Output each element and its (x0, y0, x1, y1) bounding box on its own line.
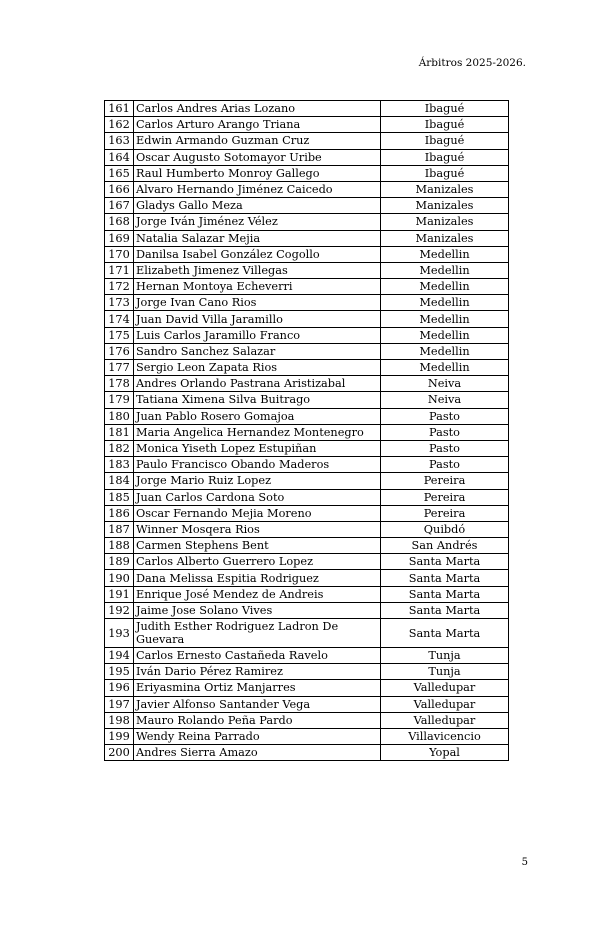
referees-table-body (105, 101, 509, 761)
referee-name: Gladys Gallo Meza (134, 198, 381, 214)
table-row (105, 602, 509, 618)
referee-name: Andres Sierra Amazo (134, 745, 381, 761)
referee-city: Ibagué (381, 101, 509, 117)
referee-city: Medellin (381, 246, 509, 262)
referee-name: Carlos Ernesto Castañeda Ravelo (134, 648, 381, 664)
row-number: 196 (105, 680, 134, 696)
row-number: 179 (105, 392, 134, 408)
table-row (105, 181, 509, 197)
table-row (105, 728, 509, 744)
row-number: 178 (105, 376, 134, 392)
row-number: 165 (105, 165, 134, 181)
referee-city: Quibdó (381, 521, 509, 537)
row-number: 164 (105, 149, 134, 165)
row-number: 194 (105, 648, 134, 664)
table-row (105, 392, 509, 408)
referee-name: Paulo Francisco Obando Maderos (134, 457, 381, 473)
row-number: 192 (105, 602, 134, 618)
row-number: 183 (105, 457, 134, 473)
referee-city: Ibagué (381, 133, 509, 149)
table-row (105, 586, 509, 602)
row-number: 171 (105, 262, 134, 278)
page-number: 5 (521, 857, 528, 868)
row-number: 199 (105, 728, 134, 744)
table-row (105, 279, 509, 295)
row-number: 181 (105, 424, 134, 440)
referee-city: Santa Marta (381, 619, 509, 648)
referee-city: Santa Marta (381, 586, 509, 602)
referee-city: Medellin (381, 311, 509, 327)
referee-city: Medellin (381, 262, 509, 278)
referee-city: Medellin (381, 327, 509, 343)
row-number: 200 (105, 745, 134, 761)
referee-city: Pereira (381, 489, 509, 505)
table-row (105, 101, 509, 117)
referee-name: Oscar Augusto Sotomayor Uribe (134, 149, 381, 165)
referee-name: Dana Melissa Espitia Rodriguez (134, 570, 381, 586)
referee-name: Carlos Andres Arias Lozano (134, 101, 381, 117)
row-number: 168 (105, 214, 134, 230)
referee-name: Iván Dario Pérez Ramirez (134, 664, 381, 680)
row-number: 170 (105, 246, 134, 262)
row-number: 193 (105, 619, 134, 648)
referee-name: Wendy Reina Parrado (134, 728, 381, 744)
row-number: 167 (105, 198, 134, 214)
referee-city: Manizales (381, 181, 509, 197)
table-row (105, 246, 509, 262)
referee-city: Santa Marta (381, 602, 509, 618)
referee-city: Manizales (381, 214, 509, 230)
row-number: 180 (105, 408, 134, 424)
referee-city: Santa Marta (381, 554, 509, 570)
referee-city: San Andrés (381, 538, 509, 554)
referee-city: Manizales (381, 230, 509, 246)
referee-name: Eriyasmina Ortiz Manjarres (134, 680, 381, 696)
table-row (105, 664, 509, 680)
row-number: 174 (105, 311, 134, 327)
referee-city: Santa Marta (381, 570, 509, 586)
row-number: 185 (105, 489, 134, 505)
row-number: 187 (105, 521, 134, 537)
referee-name: Monica Yiseth Lopez Estupiñan (134, 440, 381, 456)
referees-table (104, 100, 509, 761)
referee-city: Pasto (381, 408, 509, 424)
table-row (105, 505, 509, 521)
table-row (105, 712, 509, 728)
table-row (105, 408, 509, 424)
referee-name: Sergio Leon Zapata Rios (134, 360, 381, 376)
table-row (105, 295, 509, 311)
referee-city: Pereira (381, 473, 509, 489)
referee-city: Valledupar (381, 712, 509, 728)
referee-city: Valledupar (381, 696, 509, 712)
referee-city: Tunja (381, 648, 509, 664)
row-number: 198 (105, 712, 134, 728)
table-row (105, 521, 509, 537)
referee-name: Enrique José Mendez de Andreis (134, 586, 381, 602)
row-number: 161 (105, 101, 134, 117)
row-number: 166 (105, 181, 134, 197)
row-number: 173 (105, 295, 134, 311)
table-row (105, 214, 509, 230)
table-row (105, 327, 509, 343)
referee-name: Juan David Villa Jaramillo (134, 311, 381, 327)
referee-name: Mauro Rolando Peña Pardo (134, 712, 381, 728)
referee-name: Tatiana Ximena Silva Buitrago (134, 392, 381, 408)
row-number: 189 (105, 554, 134, 570)
table-row (105, 165, 509, 181)
referee-name: Jorge Iván Jiménez Vélez (134, 214, 381, 230)
row-number: 182 (105, 440, 134, 456)
referee-city: Ibagué (381, 165, 509, 181)
row-number: 177 (105, 360, 134, 376)
referee-name: Carlos Arturo Arango Triana (134, 117, 381, 133)
row-number: 162 (105, 117, 134, 133)
row-number: 188 (105, 538, 134, 554)
table-row (105, 440, 509, 456)
table-row (105, 696, 509, 712)
referee-name: Juan Pablo Rosero Gomajoa (134, 408, 381, 424)
row-number: 184 (105, 473, 134, 489)
referee-name: Carmen Stephens Bent (134, 538, 381, 554)
referee-name: Natalia Salazar Mejia (134, 230, 381, 246)
referee-name: Winner Mosqera Rios (134, 521, 381, 537)
table-row (105, 424, 509, 440)
table-row (105, 554, 509, 570)
table-row (105, 360, 509, 376)
referee-city: Medellin (381, 279, 509, 295)
referee-city: Pasto (381, 424, 509, 440)
table-row (105, 570, 509, 586)
referee-name: Elizabeth Jimenez Villegas (134, 262, 381, 278)
referee-name: Edwin Armando Guzman Cruz (134, 133, 381, 149)
row-number: 172 (105, 279, 134, 295)
row-number: 169 (105, 230, 134, 246)
table-row (105, 538, 509, 554)
referee-city: Ibagué (381, 149, 509, 165)
referee-city: Ibagué (381, 117, 509, 133)
referee-city: Neiva (381, 392, 509, 408)
table-row (105, 198, 509, 214)
table-row (105, 262, 509, 278)
referee-name: Sandro Sanchez Salazar (134, 343, 381, 359)
referee-name: Jaime Jose Solano Vives (134, 602, 381, 618)
table-row (105, 619, 509, 648)
table-row (105, 648, 509, 664)
table-row (105, 745, 509, 761)
referee-name: Jorge Ivan Cano Rios (134, 295, 381, 311)
referee-name: Maria Angelica Hernandez Montenegro (134, 424, 381, 440)
referee-city: Pereira (381, 505, 509, 521)
referee-city: Pasto (381, 457, 509, 473)
referee-city: Tunja (381, 664, 509, 680)
referee-name: Raul Humberto Monroy Gallego (134, 165, 381, 181)
table-row (105, 133, 509, 149)
referee-city: Medellin (381, 343, 509, 359)
referee-city: Villavicencio (381, 728, 509, 744)
table-row (105, 343, 509, 359)
row-number: 197 (105, 696, 134, 712)
table-row (105, 230, 509, 246)
row-number: 191 (105, 586, 134, 602)
table-row (105, 489, 509, 505)
table-row (105, 311, 509, 327)
table-row (105, 473, 509, 489)
referee-name: Hernan Montoya Echeverri (134, 279, 381, 295)
referee-name: Andres Orlando Pastrana Aristizabal (134, 376, 381, 392)
referee-city: Medellin (381, 295, 509, 311)
referee-name: Javier Alfonso Santander Vega (134, 696, 381, 712)
referee-city: Manizales (381, 198, 509, 214)
row-number: 175 (105, 327, 134, 343)
row-number: 195 (105, 664, 134, 680)
referee-name: Carlos Alberto Guerrero Lopez (134, 554, 381, 570)
referee-city: Medellin (381, 360, 509, 376)
table-row (105, 117, 509, 133)
referee-city: Valledupar (381, 680, 509, 696)
referee-name: Luis Carlos Jaramillo Franco (134, 327, 381, 343)
page-header-title: Árbitros 2025-2026. (418, 57, 526, 69)
referee-name: Oscar Fernando Mejia Moreno (134, 505, 381, 521)
row-number: 176 (105, 343, 134, 359)
table-row (105, 457, 509, 473)
referee-name: Juan Carlos Cardona Soto (134, 489, 381, 505)
referee-city: Pasto (381, 440, 509, 456)
table-row (105, 680, 509, 696)
referee-city: Neiva (381, 376, 509, 392)
table-row (105, 376, 509, 392)
referee-city: Yopal (381, 745, 509, 761)
row-number: 163 (105, 133, 134, 149)
row-number: 190 (105, 570, 134, 586)
referee-name: Alvaro Hernando Jiménez Caicedo (134, 181, 381, 197)
referee-name: Judith Esther Rodriguez Ladron De Guevara (134, 619, 381, 648)
row-number: 186 (105, 505, 134, 521)
referee-name: Jorge Mario Ruiz Lopez (134, 473, 381, 489)
table-row (105, 149, 509, 165)
referee-name: Danilsa Isabel González Cogollo (134, 246, 381, 262)
